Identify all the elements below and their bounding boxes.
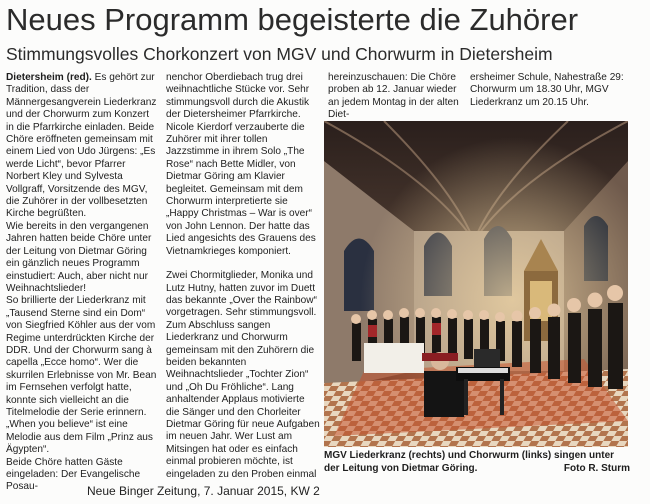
church-interior-illustration bbox=[324, 121, 628, 447]
source-footer: Neue Binger Zeitung, 7. Januar 2015, KW 2 bbox=[87, 484, 320, 498]
article-paragraph: ersheimer Schule, Nahestraße 29: Chorwurm um 18.30 Uhr, MGV Liederkranz um 20.15 Uhr. bbox=[470, 72, 624, 108]
article-paragraph: So brillierte der Liederkranz mit „Tausend Sterne sind ein Dom“ von Siegfried Köhler aus der vom Regime unterdrückten Kirche der DDR. Und der Chorwurm sang à capella „Ecce homo“. Wer die skurrilen Erlebnisse von Mr. Bean im Fernsehen verfolgt hatte, konnte sich vielleicht an die Titelmelodie der Serie erinnern. „When you believe“ ist eine Melodie aus dem Film „Prinz aus Ägypten“. bbox=[6, 295, 157, 456]
subheadline: Stimmungsvolles Chorkonzert von MGV und Chorwurm in Dietersheim bbox=[6, 44, 553, 64]
headline: Neues Programm begeisterte die Zuhörer bbox=[6, 2, 579, 37]
dateline: Dietersheim (red). bbox=[6, 72, 92, 83]
article-paragraph bbox=[6, 72, 159, 221]
article-column-2 bbox=[166, 72, 320, 481]
article-paragraph: nenchor Oberdiebach trug drei weihnachtliche Stücke vor. Sehr stimmungsvoll durch die Akustik der Dietersheimer Pfarrkirche. Nicole Kierdorf verzauberte die Zuhörer mit ihrer tollen Jazzstimme in ihrem Solo „The Rose“ nach Bette Midler, von Dietmar Göring am Klavier begleitet. Gemeinsam mit dem Chorwurm interpretierte sie „Happy Christmas – War is over“ von John Lennon. Der hatte das Lied angesichts des Grauens des Vietnamkrieges komponiert. bbox=[166, 72, 316, 257]
paragraph-text: Es gehört zur Tradition, dass der Männergesangverein Liederkranz und der Chorwurm zum Konzert in die Pfarrkirche einladen. Beide Chöre eröffneten gemeinsam mit einem Lied von Udo Jürgens: „Es werde Licht“, bevor Pfarrer Norbert Kley und Sylvesta Vollgraff, Vorsitzende des MGV, die Zuhörer in der vollbesetzten Kirche begrüßten. bbox=[6, 72, 157, 220]
photo-caption bbox=[324, 450, 630, 475]
paragraph-gap bbox=[166, 258, 320, 270]
article-paragraph: Beide Chöre hatten Gäste eingeladen: Der Evangelische Posau- bbox=[6, 456, 141, 493]
article-column-3 bbox=[328, 72, 466, 122]
caption-text: MGV Liederkranz (rechts) und Chorwurm (links) singen unter der Leitung von Dietmar Göring. bbox=[324, 450, 615, 474]
article-paragraph: hereinzuschauen: Die Chöre proben ab 12. Januar wieder an jedem Montag in der alten Diet- bbox=[328, 72, 459, 121]
article-paragraph: Wie bereits in den vergangenen Jahren hatten beide Chöre unter der Leitung von Dietmar Göring ein gänzlich neues Programm einstudiert: Auch, aber nicht nur Weihnachtslieder! bbox=[6, 220, 152, 294]
article-paragraph: Zwei Chormitglieder, Monika und Lutz Hutny, hatten zuvor im Duett das bekannte „Over the Rainbow“ vorgetragen. Sehr stimmungsvoll. Zum Abschluss sangen Liederkranz und Chorwurm gemeinsam mit den Zuhörern die beiden bekannten Weihnachtslieder „Tochter Zion“ und „Oh Du Fröhliche“. Lang anhaltender Applaus motivierte die Sänger und den Chorleiter Dietmar Göring für neue Aufgaben im neuen Jahr. Wer Lust am Mitsingen hat oder es einfach einmal probieren möchte, ist eingeladen zu den Proben einmal bbox=[166, 270, 320, 480]
photo-credit: Foto R. Sturm bbox=[563, 462, 630, 474]
concert-photo bbox=[324, 121, 628, 447]
article-column-1 bbox=[6, 72, 159, 494]
article-column-4 bbox=[470, 72, 630, 109]
